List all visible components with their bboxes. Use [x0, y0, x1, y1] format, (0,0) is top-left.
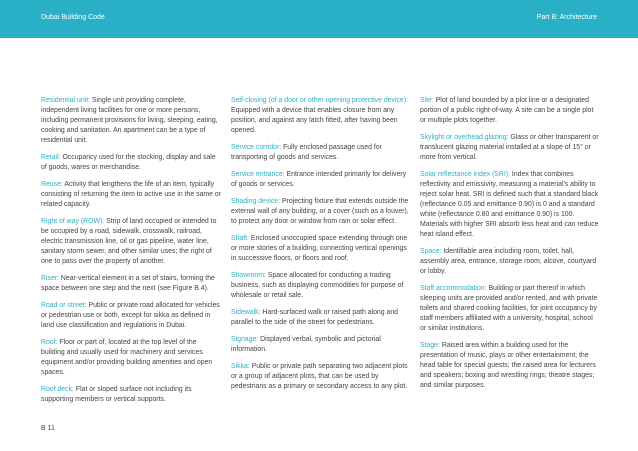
definition-entry	[231, 197, 411, 227]
definition-entry	[231, 308, 411, 328]
definition-entry	[420, 341, 600, 391]
definition-text: Hard-surfaced walk or raised path along and parallel to the side of the street for pedestrians.	[231, 309, 399, 326]
definition-text: Strip of land occupied or intended to be occupied by a road, sidewalk, crosswalk, railroad, electric transmission line, oil or gas pipeline, water line, sanitary storm sewer, and other similar uses; the right of one to pass over the property of another.	[41, 218, 217, 265]
definition-text: Single unit providing complete, independent living facilities for one or more persons, including permanent provisions for living, sleeping, eating, cooking and sanitation. An apartment can be a type of residential unit.	[41, 97, 218, 144]
definition-entry	[420, 247, 600, 277]
definition-term: Residential unit:	[41, 97, 91, 104]
definition-term: Skylight or overhead glazing:	[420, 134, 509, 141]
definition-entry	[231, 234, 411, 264]
definition-entry	[420, 170, 600, 240]
definition-entry	[231, 362, 411, 392]
definition-entry	[41, 153, 221, 173]
section-title: Part B: Architecture	[536, 14, 597, 21]
definition-text: Public or private path separating two adjacent plots or a group of adjacent plots, that can be used by pedestrians as a primary or secondary access to any plot.	[231, 363, 408, 390]
definition-entry	[41, 274, 221, 294]
definitions-column-1	[41, 96, 221, 412]
definition-term: Shading device:	[231, 198, 281, 205]
definition-entry	[41, 217, 221, 267]
definition-text: Flat or sloped surface not including its supporting members or vertical supports.	[41, 386, 192, 403]
definition-text: Near-vertical element in a set of stairs, forming the space between one step and the next (see Figure B.4).	[41, 275, 215, 292]
definition-text: Floor or part of, located at the top level of the building and usually used for machinery and services equipment and/or providing building amenities and open spaces.	[41, 339, 213, 376]
definition-text: Plot of land bounded by a plot line or a designated portion of a public right-of-way. A site can be a single plot or multiple plots together.	[420, 97, 594, 124]
definition-text: Occupancy used for the stocking, display and sale of goods, wares or merchandise.	[41, 154, 216, 171]
page-header	[0, 0, 638, 38]
definition-term: Roof:	[41, 339, 58, 346]
definition-entry	[420, 96, 600, 126]
definition-text: Activity that lengthens the life of an item, typically consisting of returning the item to active use in the same or related capacity.	[41, 181, 222, 208]
definition-text: Entrance intended primarily for delivery of goods or services.	[231, 171, 407, 188]
definition-term: Retail:	[41, 154, 61, 161]
definition-term: Road or street:	[41, 302, 87, 309]
definition-term: Staff accommodation:	[420, 285, 487, 292]
definition-text: Building or part thereof in which sleeping units are provided and/or rented, and with private toilets and shared cooking facilities, for joint occupancy by staff members affiliated with a university, hospital, school or similar institutions.	[420, 285, 598, 332]
definition-term: Service entrance:	[231, 171, 285, 178]
definition-term: Signage:	[231, 336, 259, 343]
definition-term: Roof deck:	[41, 386, 74, 393]
definition-entry	[420, 133, 600, 163]
definition-term: Reuse:	[41, 181, 63, 188]
definition-text: Displayed verbal, symbolic and pictorial information.	[231, 336, 381, 353]
definition-text: Enclosed unoccupied space extending through one or more stories of a building, connecting vertical openings in successive floors, or floors and roof.	[231, 235, 408, 262]
definition-term: Space:	[420, 248, 442, 255]
definition-text: Space allocated for conducting a trading business, such as displaying commodities for purpose of wholesale or retail sale.	[231, 272, 404, 299]
definition-entry	[231, 335, 411, 355]
definition-entry	[41, 338, 221, 378]
definition-term: Right of way (ROW):	[41, 218, 105, 225]
definitions-column-3	[420, 96, 600, 398]
definition-entry	[231, 96, 411, 136]
definition-term: Stage:	[420, 342, 440, 349]
definition-term: Riser:	[41, 275, 59, 282]
definition-entry	[231, 271, 411, 301]
definition-entry	[41, 385, 221, 405]
definitions-column-2	[231, 96, 411, 399]
definition-term: Showroom:	[231, 272, 266, 279]
definition-entry	[231, 170, 411, 190]
definition-term: Shaft:	[231, 235, 250, 242]
definition-entry	[420, 284, 600, 334]
definition-entry	[41, 180, 221, 210]
definition-term: Service corridor:	[231, 144, 282, 151]
definition-text: Projecting fixture that extends outside the external wall of any building, or a cover (such as a louver), to protect any door or window from rain or solar effect.	[231, 198, 409, 225]
definition-entry	[231, 143, 411, 163]
definition-text: Raised area within a building used for the presentation of music, plays or other entertainment; the head table for special guests; the raised area for lecturers and speakers; boxing and wrestling rings; theatre stages; and similar purposes.	[420, 342, 596, 389]
definition-term: Sikka:	[231, 363, 250, 370]
definition-text: Public or private road allocated for vehicles or pedestrian use or both, except for sikka as defined in land use classification and regulations in Dubai.	[41, 302, 220, 329]
definition-term: Solar reflectance index (SRI):	[420, 171, 510, 178]
definition-text: Fully enclosed passage used for transporting of goods and services.	[231, 144, 382, 161]
definition-term: Sidewalk:	[231, 309, 261, 316]
definition-entry	[41, 96, 221, 146]
definition-text: Glass or other transparent or translucent glazing material installed at a slope of 15° or more from vertical.	[420, 134, 599, 161]
definition-term: Self-closing (of a door or other opening protective device):	[231, 97, 408, 104]
definition-text: Identifiable area including room, toilet, hall, assembly area, entrance, storage room, alcove, courtyard or lobby.	[420, 248, 597, 275]
document-title: Dubai Building Code	[41, 14, 105, 21]
definition-entry	[41, 301, 221, 331]
definition-text: Index that combines reflectivity and emissivity, measuring a material's ability to reject solar heat. SRI is defined such that a standard black (reflectance 0.05 and emittance 0.90) is 0 and a standard white (reflectance 0.80 and emittance 0.90) is 100. Materials with higher SRI absorb less heat and can reduce heat island effect.	[420, 171, 599, 238]
page-number: B 11	[41, 425, 55, 432]
definition-text: Equipped with a device that enables closure from any position, and against any latch fitted, after having been opened.	[231, 107, 398, 134]
definition-term: Site:	[420, 97, 434, 104]
